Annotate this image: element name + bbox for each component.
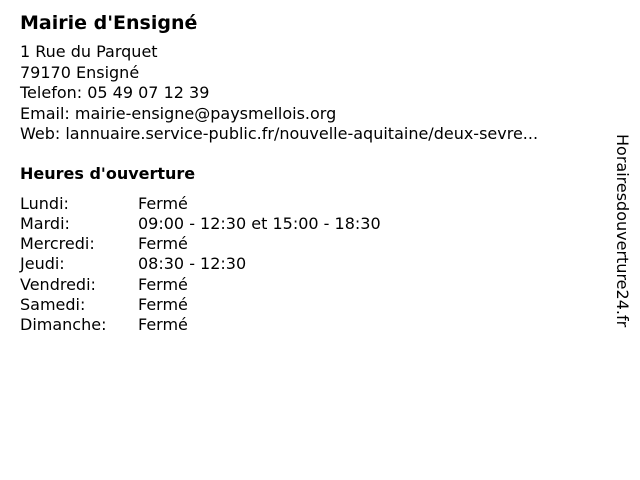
brand-watermark: Horairesdouverture24.fr: [613, 134, 632, 328]
day-hours: Fermé: [138, 315, 188, 335]
day-label: Vendredi:: [20, 274, 96, 294]
hours-row-sunday: [20, 315, 381, 335]
day-label: Jeudi:: [20, 254, 65, 274]
street-address: 1 Rue du Parquet: [20, 42, 158, 61]
day-hours: Fermé: [138, 193, 188, 213]
page-title: Mairie d'Ensigné: [20, 12, 198, 34]
phone-line: Telefon: 05 49 07 12 39: [20, 83, 210, 102]
listing-card: [20, 10, 600, 336]
day-label: Lundi:: [20, 193, 69, 213]
day-hours: Fermé: [138, 274, 188, 294]
city-line: 79170 Ensigné: [20, 62, 140, 82]
day-hours: Fermé: [138, 234, 188, 254]
opening-hours-heading: Heures d'ouverture: [20, 163, 196, 183]
hours-row-monday: [20, 194, 381, 214]
email-line: Email: mairie-ensigne@paysmellois.org: [20, 103, 337, 123]
hours-row-tuesday: [20, 214, 381, 234]
day-hours: 09:00 - 12:30 et 15:00 - 18:30: [138, 213, 381, 233]
hours-row-thursday: [20, 254, 381, 274]
day-label: Samedi:: [20, 294, 86, 314]
day-hours: 08:30 - 12:30: [138, 254, 247, 274]
web-line: Web: lannuaire.service-public.fr/nouvelle-aquitaine/deux-sevre...: [20, 124, 539, 143]
hours-row-friday: [20, 275, 381, 295]
day-hours: Fermé: [138, 294, 188, 314]
address-block: [20, 42, 600, 145]
hours-row-wednesday: [20, 234, 381, 254]
day-label: Mercredi:: [20, 234, 95, 254]
opening-hours-table: [20, 194, 381, 336]
day-label: Mardi:: [20, 213, 70, 233]
hours-row-saturday: [20, 295, 381, 315]
day-label: Dimanche:: [20, 315, 107, 335]
